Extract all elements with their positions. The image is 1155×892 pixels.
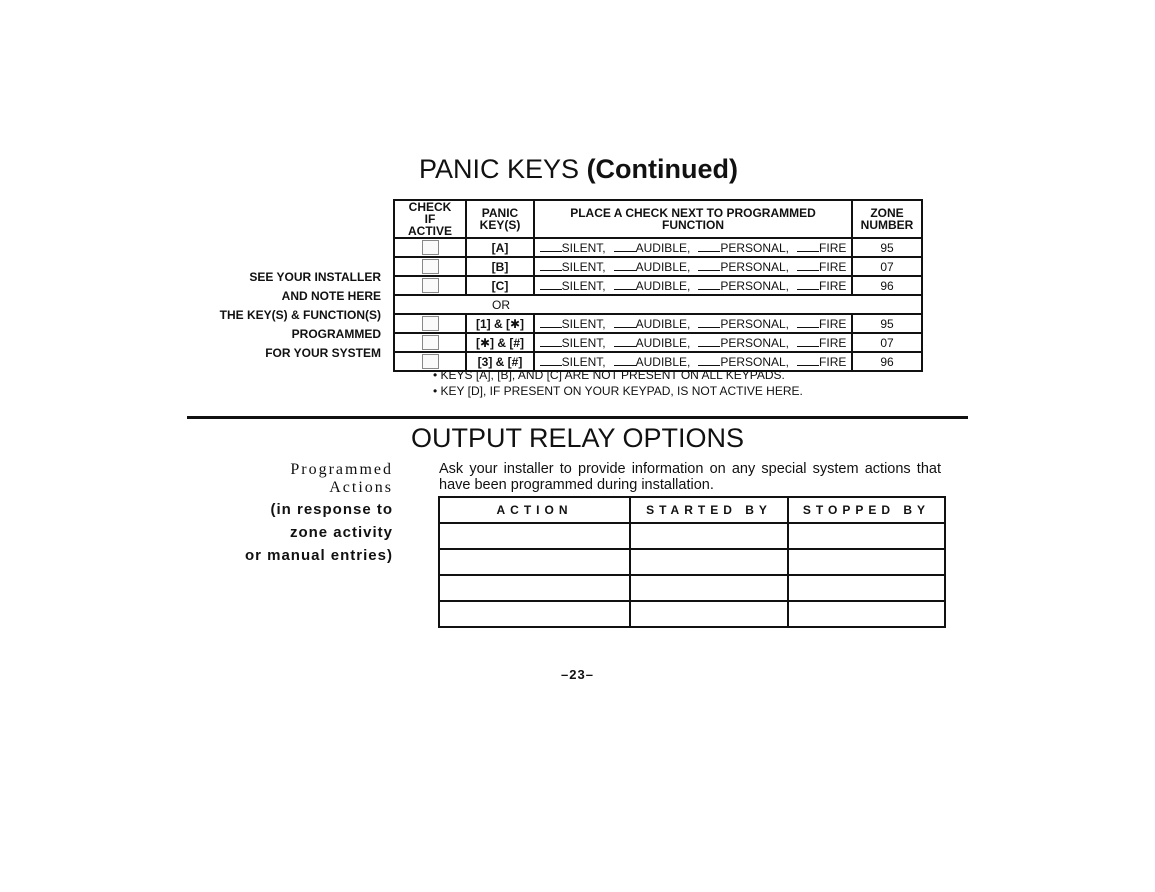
panic-key-cell: [✱] & [#] [466, 333, 534, 352]
page-number: –23– [561, 667, 594, 682]
panic-note: • KEY [D], IF PRESENT ON YOUR KEYPAD, IS NOT ACTIVE HERE. [433, 384, 803, 398]
function-option-label: PERSONAL, [720, 240, 790, 255]
check-blank[interactable] [698, 355, 720, 366]
relay-entry-cell[interactable] [439, 549, 630, 575]
function-option-label: PERSONAL, [720, 354, 790, 369]
relay-side-note: (in response to [270, 501, 393, 518]
panic-key-cell: [3] & [#] [466, 352, 534, 371]
check-blank[interactable] [540, 317, 562, 328]
function-option-label: SILENT, [561, 335, 606, 350]
function-option-label: PERSONAL, [720, 278, 790, 293]
relay-side-label: Actions [329, 479, 393, 496]
function-option-label: SILENT, [561, 354, 606, 369]
side-note-line: THE KEY(S) & FUNCTION(S) [219, 308, 381, 322]
check-cell [394, 238, 466, 257]
side-note-line: SEE YOUR INSTALLER [249, 270, 381, 284]
active-checkbox[interactable] [422, 316, 439, 331]
relay-entry-cell[interactable] [788, 549, 945, 575]
function-options [540, 336, 847, 350]
header-zone-number: ZONE NUMBER [852, 200, 922, 238]
panic-row [394, 314, 922, 333]
panic-note: • KEYS [A], [B], AND [C] ARE NOT PRESENT ON ALL KEYPADS. [433, 368, 785, 382]
function-options [540, 279, 847, 293]
relay-entry-cell[interactable] [788, 575, 945, 601]
function-option-label: FIRE [819, 259, 847, 274]
relay-entry-cell[interactable] [788, 523, 945, 549]
function-option-label: FIRE [819, 335, 847, 350]
relay-entry-cell[interactable] [630, 523, 788, 549]
panic-row [394, 333, 922, 352]
header-action: ACTION [439, 497, 630, 523]
zone-number-cell: 07 [852, 333, 922, 352]
check-blank[interactable] [797, 336, 819, 347]
side-note-line: PROGRAMMED [291, 327, 381, 341]
check-blank[interactable] [540, 260, 562, 271]
check-blank[interactable] [698, 317, 720, 328]
zone-number-cell: 07 [852, 257, 922, 276]
relay-entry-cell[interactable] [788, 601, 945, 627]
function-cell [534, 238, 852, 257]
function-cell [534, 333, 852, 352]
function-cell [534, 257, 852, 276]
check-blank[interactable] [698, 336, 720, 347]
or-label: OR [492, 297, 510, 312]
function-option-label: SILENT, [561, 259, 606, 274]
header-check-if-active: CHECK IF ACTIVE [394, 200, 466, 238]
check-blank[interactable] [698, 241, 720, 252]
function-option-label: FIRE [819, 278, 847, 293]
check-blank[interactable] [540, 355, 562, 366]
header-stopped-by: STOPPED BY [788, 497, 945, 523]
panic-keys-title-text: PANIC KEYS [418, 154, 580, 184]
check-blank[interactable] [797, 260, 819, 271]
check-blank[interactable] [797, 317, 819, 328]
function-option-label: PERSONAL, [720, 335, 790, 350]
relay-intro-text: Ask your installer to provide information on any special system actions that have been programmed during installation. [439, 461, 941, 493]
panic-row [394, 276, 922, 295]
relay-entry-cell[interactable] [630, 575, 788, 601]
zone-number-cell: 95 [852, 314, 922, 333]
check-cell [394, 333, 466, 352]
check-blank[interactable] [540, 241, 562, 252]
function-option-label: AUDIBLE, [635, 240, 691, 255]
function-cell [534, 276, 852, 295]
function-option-label: SILENT, [561, 278, 606, 293]
function-option-label: FIRE [819, 354, 847, 369]
check-blank[interactable] [614, 336, 636, 347]
check-blank[interactable] [614, 355, 636, 366]
check-blank[interactable] [614, 279, 636, 290]
header-started-by: STARTED BY [630, 497, 788, 523]
panic-key-cell: [C] [466, 276, 534, 295]
function-option-label: AUDIBLE, [635, 335, 691, 350]
function-cell [534, 314, 852, 333]
active-checkbox[interactable] [422, 278, 439, 293]
check-blank[interactable] [698, 260, 720, 271]
active-checkbox[interactable] [422, 240, 439, 255]
active-checkbox[interactable] [422, 335, 439, 350]
panic-keys-title [0, 152, 1155, 186]
relay-actions-table [438, 496, 946, 628]
function-options [540, 241, 847, 255]
or-row [394, 295, 922, 314]
relay-row [439, 575, 945, 601]
check-blank[interactable] [614, 317, 636, 328]
panic-row [394, 238, 922, 257]
relay-row [439, 523, 945, 549]
function-option-label: SILENT, [561, 240, 606, 255]
check-blank[interactable] [540, 279, 562, 290]
side-note-line: FOR YOUR SYSTEM [265, 346, 381, 360]
relay-side-note: or manual entries) [244, 547, 393, 564]
zone-number-cell: 96 [852, 276, 922, 295]
check-cell [394, 257, 466, 276]
function-option-label: PERSONAL, [720, 259, 790, 274]
relay-side-label: Programmed [290, 461, 393, 478]
relay-row [439, 549, 945, 575]
relay-entry-cell[interactable] [630, 601, 788, 627]
function-option-label: FIRE [819, 240, 847, 255]
check-blank[interactable] [797, 241, 819, 252]
output-relay-title: OUTPUT RELAY OPTIONS [410, 423, 745, 453]
relay-entry-cell[interactable] [439, 575, 630, 601]
relay-row [439, 601, 945, 627]
zone-number-cell: 96 [852, 352, 922, 371]
panic-row [394, 257, 922, 276]
zone-number-cell: 95 [852, 238, 922, 257]
function-option-label: FIRE [819, 316, 847, 331]
check-blank[interactable] [698, 279, 720, 290]
function-option-label: AUDIBLE, [635, 354, 691, 369]
header-function: PLACE A CHECK NEXT TO PROGRAMMED FUNCTION [534, 200, 852, 238]
section-divider [187, 416, 968, 419]
check-blank[interactable] [614, 241, 636, 252]
panic-keys-title-continued: (Continued) [586, 154, 739, 184]
function-option-label: AUDIBLE, [635, 259, 691, 274]
relay-side-note: zone activity [289, 524, 393, 541]
check-blank[interactable] [797, 355, 819, 366]
relay-entry-cell[interactable] [439, 523, 630, 549]
relay-entry-cell[interactable] [630, 549, 788, 575]
check-cell [394, 314, 466, 333]
function-option-label: SILENT, [561, 316, 606, 331]
function-option-label: AUDIBLE, [635, 278, 691, 293]
panic-keys-table [393, 199, 923, 372]
side-note-line: AND NOTE HERE [281, 289, 381, 303]
check-cell [394, 276, 466, 295]
check-blank[interactable] [797, 279, 819, 290]
function-option-label: AUDIBLE, [635, 316, 691, 331]
panic-key-cell: [1] & [✱] [466, 314, 534, 333]
active-checkbox[interactable] [422, 259, 439, 274]
function-options [540, 317, 847, 331]
panic-key-cell: [A] [466, 238, 534, 257]
check-blank[interactable] [614, 260, 636, 271]
panic-key-cell: [B] [466, 257, 534, 276]
relay-entry-cell[interactable] [439, 601, 630, 627]
header-panic-keys: PANIC KEY(S) [466, 200, 534, 238]
or-cell [394, 295, 922, 314]
function-option-label: PERSONAL, [720, 316, 790, 331]
check-blank[interactable] [540, 336, 562, 347]
function-options [540, 260, 847, 274]
